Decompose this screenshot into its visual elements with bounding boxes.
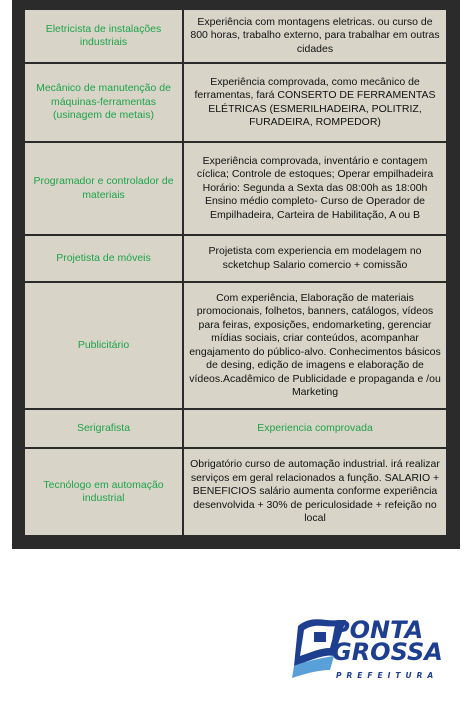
job-role: Programador e controlador de materiais <box>25 143 184 234</box>
job-description: Experiência comprovada, como mecânico de ferramentas, fará CONSERTO DE FERRAMENTAS ELÉTRICAS (ESMERILHADEIRA, POLITRIZ, FURADEIRA, ROMPEDOR) <box>184 64 446 141</box>
job-row <box>25 64 446 141</box>
job-role: Tecnólogo em automação industrial <box>25 449 184 535</box>
logo-text-line2: GROSSA <box>332 638 443 666</box>
job-row <box>25 10 446 62</box>
job-role: Eletricista de instalações industriais <box>25 10 184 62</box>
job-description: Projetista com experiencia em modelagem no scketchup Salario comercio + comissão <box>184 236 446 281</box>
job-description: Obrigatório curso de automação industrial. irá realizar serviços em geral relacionados a função. SALARIO + BENEFICIOS salário aumenta conforme experiência desenvolvida + 30% de periculosidade + refeição no local <box>184 449 446 535</box>
job-description: Com experiência, Elaboração de materiais promocionais, folhetos, banners, catálogos, vídeos para feiras, exposições, endomarketing, gerenciar mídias sociais, criar conteúdos, acompanhar engajamento do público-alvo. Conhecimentos básicos de desing, edição de imagens e elaboração de vídeos.Acadêmico de Publicidade e propaganda e /ou Marketing <box>184 283 446 408</box>
job-role: Projetista de móveis <box>25 236 184 281</box>
job-row <box>25 236 446 281</box>
job-row <box>25 283 446 408</box>
logo-text-line3: PREFEITURA <box>336 671 439 680</box>
job-description: Experiência com montagens eletricas. ou curso de 800 horas, trabalho externo, para trabalhar em outras cidades <box>184 10 446 62</box>
job-role: Mecânico de manutenção de máquinas-ferramentas (usinagem de metais) <box>25 64 184 141</box>
job-role: Serigrafista <box>25 410 184 447</box>
logo-text-line1: PONTA <box>332 616 424 644</box>
job-row <box>25 449 446 535</box>
job-description: Experiencia comprovada <box>184 410 446 447</box>
job-role: Publicitário <box>25 283 184 408</box>
job-description: Experiência comprovada, inventário e contagem cíclica; Controle de estoques; Operar empilhadeira Horário: Segunda a Sexta das 08:00h as 18:00h Ensino médio completo- Curso de Operador de Empilhadeira, Carteira de Habilitação, A ou B <box>184 143 446 234</box>
job-row <box>25 410 446 447</box>
job-row <box>25 143 446 234</box>
